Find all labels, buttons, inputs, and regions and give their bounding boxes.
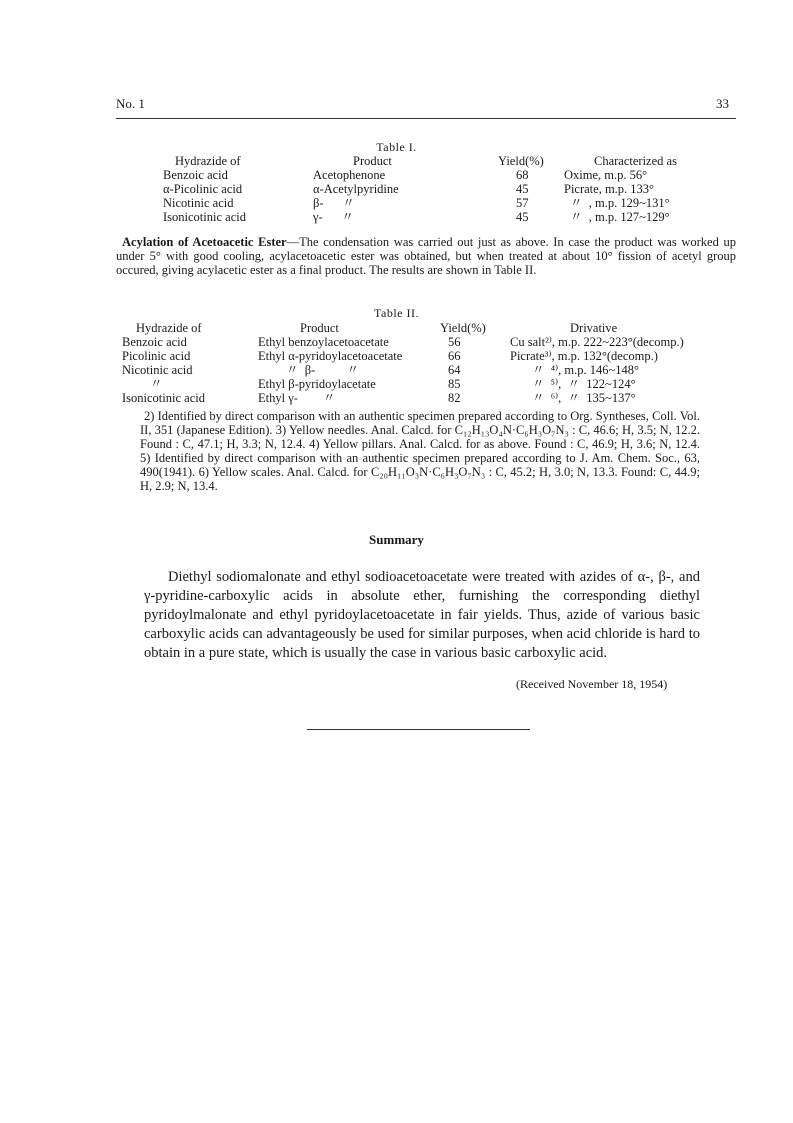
table-cell: 57: [516, 196, 529, 210]
table2-col-product: Product: [300, 321, 339, 335]
table-cell: 〃: [150, 377, 163, 391]
table-cell: 〃 , m.p. 129~131°: [570, 196, 670, 210]
table-cell: γ- 〃: [313, 210, 354, 224]
table1-caption: Table I.: [376, 140, 417, 154]
table-cell: Picolinic acid: [122, 349, 191, 363]
journal-issue: No. 1: [116, 96, 145, 111]
table-row: [122, 391, 740, 405]
table1-col-product: Product: [353, 154, 392, 168]
summary-text: Diethyl sodiomalonate and ethyl sodioacetoacetate were treated with azides of α-, β-, and γ-pyridine-carboxylic acids in absolute ether, furnishing the corresponding diethyl pyridoylmalonate and ethyl pyridoylacetoacetate in fair yields. Thus, azide of various basic carboxylic acids can advantageously be used for similar purposes, when acid chloride is hard to obtain in a pure state, which is usually the case in various basic carboxylic acid.: [144, 569, 700, 661]
table-row: [122, 363, 740, 377]
table-cell: Isonicotinic acid: [122, 391, 205, 405]
table-cell: Ethyl α-pyridoylacetoacetate: [258, 349, 403, 363]
table-cell: 〃 β- 〃: [286, 363, 360, 377]
table-cell: α-Acetylpyridine: [313, 182, 399, 196]
table-cell: 〃 ⁵⁾, 〃 122~124°: [532, 377, 636, 391]
table-cell: Nicotinic acid: [122, 363, 193, 377]
table-cell: Cu salt²⁾, m.p. 222~223°(decomp.): [510, 335, 684, 349]
table-cell: Ethyl β-pyridoylacetate: [258, 377, 376, 391]
table2: [122, 321, 740, 405]
table-cell: Acetophenone: [313, 168, 386, 182]
table1-col-hydrazide: Hydrazide of: [175, 154, 241, 168]
table2-col-derivative: Drivative: [570, 321, 618, 335]
table-cell: 45: [516, 210, 529, 224]
table2-col-hydrazide: Hydrazide of: [136, 321, 202, 335]
table-cell: 66: [448, 349, 461, 363]
end-rule: [307, 729, 530, 730]
acylation-paragraph: [116, 235, 736, 277]
table-cell: α-Picolinic acid: [163, 182, 243, 196]
table-cell: Isonicotinic acid: [163, 210, 246, 224]
table1-col-characterized: Characterized as: [594, 154, 677, 168]
table-row: [122, 349, 740, 363]
acylation-text: —The condensation was carried out just as above. In case the product was worked up under 5° with good cooling, acylacetoacetic ester was obtained, but when treated at about 10° fission of acetyl group occured, giving acylacetic ester as a final product. The results are shown in Table II.: [116, 235, 736, 277]
table-cell: β- 〃: [313, 196, 355, 210]
table-cell: 56: [448, 335, 461, 349]
table-cell: 〃 ⁴⁾, m.p. 146~148°: [532, 363, 640, 377]
table1: [163, 154, 724, 224]
table-row: [163, 196, 724, 210]
table-cell: 68: [516, 168, 529, 182]
table-cell: Nicotinic acid: [163, 196, 234, 210]
page-number: 33: [716, 96, 729, 111]
table-cell: Ethyl γ- 〃: [258, 391, 336, 405]
table-cell: Benzoic acid: [122, 335, 187, 349]
table-cell: 82: [448, 391, 461, 405]
table2-caption: Table II.: [374, 306, 419, 320]
table-cell: 〃 ⁶⁾, 〃 135~137°: [532, 391, 636, 405]
table-cell: Oxime, m.p. 56°: [564, 168, 648, 182]
summary-title: Summary: [369, 532, 424, 547]
table-cell: Picrate³⁾, m.p. 132°(decomp.): [510, 349, 658, 363]
table-cell: Benzoic acid: [163, 168, 228, 182]
header-rule: [116, 118, 736, 119]
table-cell: 64: [448, 363, 461, 377]
table-cell: 45: [516, 182, 529, 196]
table-cell: 〃 , m.p. 127~129°: [570, 210, 670, 224]
received-date: (Received November 18, 1954): [516, 677, 668, 691]
table-cell: Ethyl benzoylacetoacetate: [258, 335, 389, 349]
table-row: [122, 377, 740, 391]
table-row: [163, 182, 724, 196]
table-row: [163, 168, 724, 182]
table-row: [163, 210, 724, 224]
table1-header-row: [163, 154, 724, 168]
acylation-heading: Acylation of Acetoacetic Ester: [122, 235, 287, 249]
table-cell: Picrate, m.p. 133°: [564, 182, 655, 196]
table2-header-row: [122, 321, 740, 335]
table2-col-yield: Yield(%): [440, 321, 486, 335]
table-row: [122, 335, 740, 349]
table-cell: 85: [448, 377, 461, 391]
footnotes: 2) Identified by direct comparison with an authentic specimen prepared according to Org. Syntheses, Coll. Vol. II, 351 (Japanese Edition). 3) Yellow needles. Anal. Calcd. for C₁₂H₁₃O₄N·C₆H₃O₇N₃ : C, 46.6; H, 3.5; N, 12.2. Found : C, 47.1; H, 3.3; N, 12.4. 4) Yellow pillars. Anal. Calcd. for as above. Found : C, 46.9; H, 3.6; N, 12.4. 5) Identified by direct comparison with an authentic specimen prepared according to J. Am. Chem. Soc., 63, 490(1941). 6) Yellow scales. Anal. Calcd. for C₂₀H₁₁O₃N·C₆H₃O₇N₃ : C, 45.2; H, 3.0; N, 13.3. Found: C, 44.9; H, 2.9; N, 13.4.: [140, 409, 700, 493]
table1-col-yield: Yield(%): [498, 154, 544, 168]
